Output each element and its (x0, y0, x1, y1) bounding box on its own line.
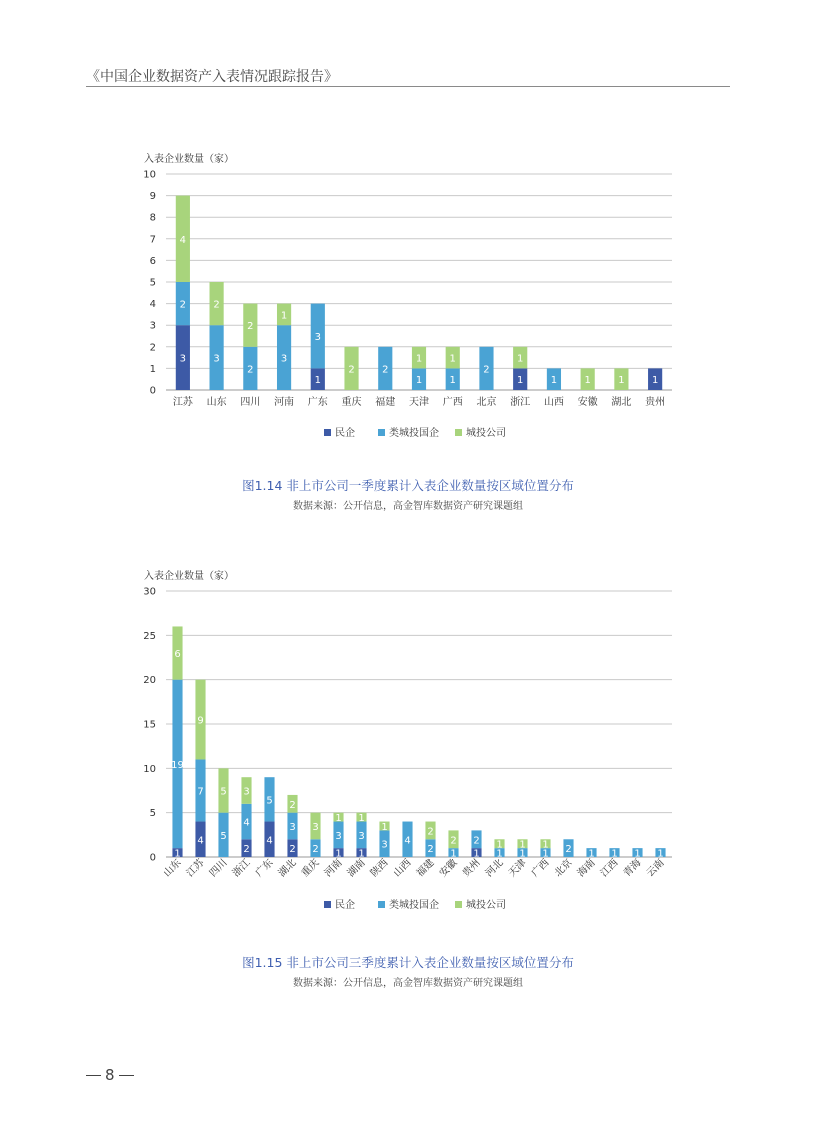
chart-2-category-label: 山西 (391, 857, 414, 880)
chart-1-ytick-label: 1 (149, 363, 156, 375)
chart-1-data-label: 1 (449, 353, 456, 365)
chart-1-data-label: 1 (517, 353, 524, 365)
chart-1-data-label: 1 (517, 375, 524, 387)
chart-2-category-label: 江西 (598, 857, 621, 880)
chart-2-data-label: 4 (197, 835, 204, 847)
chart-2-category-label: 青海 (621, 857, 644, 880)
chart-1-data-label: 3 (314, 332, 321, 343)
chart-2-data-label: 1 (358, 813, 365, 825)
chart-1-data-label: 2 (247, 364, 254, 376)
chart-2-category-label: 天津 (506, 857, 529, 880)
chart-1-data-label: 2 (247, 321, 254, 333)
chart-2-data-label: 4 (404, 835, 411, 847)
chart-1-category-label: 四川 (240, 397, 261, 408)
chart-1-data-label: 1 (280, 310, 288, 322)
chart-1-category-label: 河南 (274, 397, 295, 408)
chart-2-category-label: 河北 (483, 857, 506, 880)
chart-1-data-label: 3 (213, 353, 220, 365)
chart-2-legend-label: 民企 (335, 900, 355, 911)
chart-2-data-label: 1 (634, 848, 641, 860)
chart-2-category-label: 河南 (322, 857, 345, 880)
chart-2-category-label: 浙江 (230, 857, 253, 880)
chart-1-category-label: 山西 (543, 397, 564, 408)
chart-2-data-label: 1 (611, 848, 618, 860)
chart-2-data-label: 5 (266, 795, 273, 807)
chart-2-data-label: 3 (381, 839, 388, 851)
chart-1-ytick-label: 6 (149, 255, 156, 267)
chart-2-category-label: 四川 (207, 857, 230, 880)
chart-2-data-label: 1 (381, 821, 388, 833)
chart-1-legend-label: 类城投国企 (389, 428, 439, 439)
chart-2-ytick-label: 30 (143, 586, 156, 598)
chart-2-data-label: 6 (174, 649, 181, 661)
chart-2-data-label: 4 (266, 835, 273, 847)
chart-2-data-label: 1 (450, 848, 457, 860)
chart-2-data-label: 1 (542, 848, 549, 860)
chart-2-data-label: 2 (312, 844, 319, 856)
chart-1-data-label: 1 (415, 375, 423, 387)
chart-2-ytick-label: 5 (149, 808, 156, 820)
chart-2-ytick-label: 20 (143, 675, 156, 687)
chart-2-data-label: 2 (427, 826, 434, 838)
chart-1-category-label: 广东 (307, 397, 328, 408)
chart-1-data-label: 1 (584, 375, 591, 387)
chart-2-data-label: 3 (243, 786, 250, 798)
chart-2-data-label: 5 (220, 830, 227, 842)
chart-1-category-label: 福建 (375, 397, 396, 408)
chart-1-data-label: 4 (179, 234, 187, 246)
chart-1-ytick-label: 5 (149, 277, 156, 289)
chart-2-legend-label: 类城投国企 (389, 900, 439, 911)
chart-1-data-label: 1 (618, 375, 625, 387)
chart-1-data-label: 2 (382, 364, 389, 376)
chart-2-category-label: 海南 (575, 857, 598, 880)
chart-1-category-label: 江苏 (172, 397, 193, 408)
page-number-right-dash (119, 1075, 134, 1077)
chart-1-data-label: 1 (314, 375, 321, 387)
chart-2-data-label: 7 (197, 786, 204, 798)
chart-1-category-label: 浙江 (510, 397, 531, 408)
chart-1-data-label: 2 (213, 299, 220, 311)
chart-2-data-label: 2 (427, 844, 434, 856)
chart-1-category-label: 天津 (409, 397, 429, 408)
chart-1-caption: 图1.14 非上市公司一季度累计入表企业数量按区域位置分布 (242, 478, 574, 493)
chart-2-legend-label: 城投公司 (466, 900, 506, 911)
chart-1-data-label: 1 (449, 375, 456, 387)
chart-1-data-label: 2 (348, 364, 355, 376)
chart-2-ylabel: 入表企业数量（家） (144, 571, 234, 582)
chart-2-data-label: 2 (289, 844, 296, 856)
chart-1-data-label: 1 (550, 375, 558, 387)
chart-1-category-label: 重庆 (341, 397, 362, 408)
chart-2-category-label: 陕西 (368, 857, 391, 880)
chart-2-category-label: 广西 (529, 857, 552, 880)
chart-2-category-label: 贵州 (460, 857, 483, 880)
page-number-value: 8 (105, 1066, 115, 1084)
chart-2-category-label: 安徽 (437, 857, 460, 880)
chart-2-data-label: 1 (588, 848, 595, 860)
chart-2-data-label: 2 (565, 844, 572, 856)
chart-2-data-label: 1 (335, 848, 342, 860)
chart-2-legend-swatch (378, 901, 385, 908)
chart-1-legend-label: 民企 (335, 428, 355, 439)
chart-1-category-label: 广西 (442, 397, 463, 408)
chart-2-data-label: 9 (197, 715, 204, 727)
chart-1-category-label: 北京 (476, 397, 497, 408)
chart-2-category-label: 北京 (552, 857, 575, 880)
report-header-title: 《中国企业数据资产入表情况跟踪报告》 (86, 69, 338, 85)
chart-1-category-label: 山东 (206, 397, 227, 408)
chart-1-ytick-label: 8 (149, 212, 156, 224)
chart-1-category-label: 湖北 (611, 397, 632, 408)
chart-2-data-label: 2 (243, 844, 250, 856)
chart-2-data-label: 1 (542, 839, 549, 851)
chart-2-data-label: 1 (174, 848, 181, 860)
chart-2-source: 数据来源：公开信息，高金智库数据资产研究课题组 (293, 978, 523, 989)
chart-2-data-label: 3 (335, 830, 342, 842)
chart-2-ytick-label: 25 (143, 630, 156, 642)
chart-2-data-label: 1 (657, 848, 664, 860)
chart-1-ylabel: 入表企业数量（家） (144, 154, 234, 165)
chart-1-ytick-label: 10 (143, 169, 156, 181)
chart-2-legend-swatch (455, 901, 462, 908)
chart-1-ytick-label: 7 (149, 234, 156, 246)
page-number (86, 1066, 134, 1084)
chart-2-data-label: 1 (519, 848, 526, 860)
chart-2-data-label: 4 (243, 817, 250, 829)
chart-2-data-label: 3 (289, 821, 296, 833)
chart-2-category-label: 湖北 (276, 857, 299, 880)
chart-1-data-label: 1 (651, 375, 659, 387)
chart-2-data-label: 1 (358, 848, 365, 860)
chart-2-data-label: 3 (358, 830, 365, 842)
chart-2-category-label: 广东 (253, 857, 276, 880)
chart-1-data-label: 2 (483, 364, 490, 376)
chart-2-data-label: 1 (473, 848, 480, 860)
chart-2-data-label: 1 (496, 839, 503, 851)
chart-2-legend-swatch (324, 901, 331, 908)
chart-2-data-label: 2 (289, 799, 296, 811)
chart-1-category-label: 安徽 (577, 397, 598, 408)
chart-2-data-label: 2 (450, 835, 457, 847)
chart-1-ytick-label: 3 (149, 320, 156, 332)
chart-2-ytick-label: 15 (143, 719, 156, 731)
chart-2-category-label: 湖南 (345, 857, 368, 880)
chart-1-ytick-label: 9 (149, 191, 156, 203)
chart-2-category-label: 江苏 (184, 857, 207, 880)
chart-2-caption: 图1.15 非上市公司三季度累计入表企业数量按区域位置分布 (242, 955, 574, 970)
chart-1-ytick-label: 2 (149, 342, 156, 354)
chart-2-category-label: 福建 (414, 857, 437, 880)
chart-1-ytick-label: 4 (149, 299, 156, 311)
page-number-left-dash (86, 1075, 101, 1077)
chart-1-legend-label: 城投公司 (466, 428, 506, 439)
chart-2-data-label: 5 (220, 786, 227, 798)
chart-2-category-label: 重庆 (299, 857, 322, 880)
chart-1-data-label: 3 (280, 353, 288, 365)
chart-2-data-label: 1 (519, 839, 526, 851)
chart-2-data-label: 19 (171, 759, 184, 771)
chart-1-data-label: 1 (415, 353, 423, 365)
chart-2-category-label: 云南 (644, 857, 667, 880)
chart-2-ytick-label: 10 (143, 763, 156, 775)
chart-1-category-label: 贵州 (645, 397, 666, 408)
chart-2-data-label: 2 (473, 835, 480, 847)
chart-1-data-label: 3 (179, 353, 187, 365)
chart-1-source: 数据来源：公开信息，高金智库数据资产研究课题组 (293, 501, 523, 512)
chart-2-data-label: 1 (496, 848, 503, 860)
chart-2-ytick-label: 0 (149, 852, 156, 864)
chart-2-category-label: 山东 (161, 857, 184, 880)
chart-2-data-label: 3 (312, 821, 319, 833)
chart-1-data-label: 2 (179, 299, 187, 311)
chart-2-data-label: 1 (335, 813, 342, 825)
chart-1-ytick-label: 0 (149, 385, 156, 397)
